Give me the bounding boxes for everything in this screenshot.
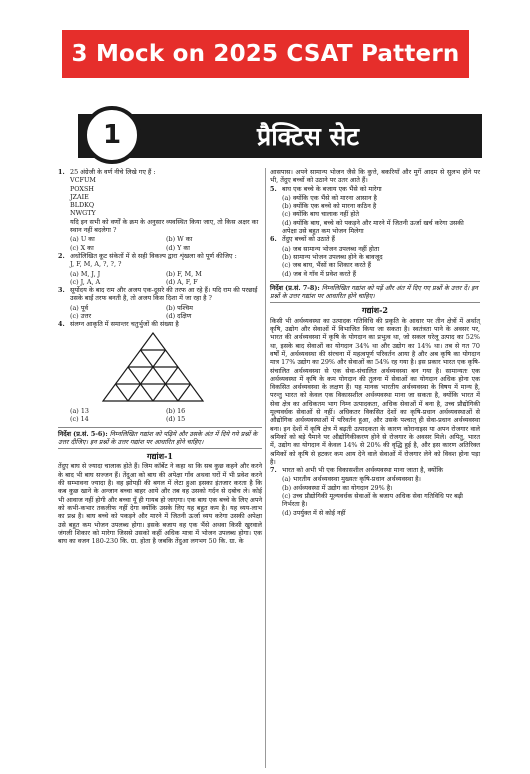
- option: (b) सामान्य भोजन उपलब्ध होने के बावजूद: [282, 252, 383, 261]
- option: (b) अर्थव्यवस्था में उद्योग का योगदान 29% है।: [282, 483, 393, 492]
- option: (c) J, A, A: [70, 277, 101, 286]
- direction-text: निम्नलिखित गद्यांश को पढ़ें और अंत में दिए गए प्रश्नों के उत्तर दें। इन प्रश्नों के उत्तर गद्यांश पर आधारित होने चाहिए।: [270, 283, 478, 301]
- option: (a) M, J, J: [70, 269, 101, 278]
- question-text: तेंदुए बच्चों को उठाते हैं: [282, 235, 335, 244]
- question-number: 3.: [58, 286, 65, 295]
- options: [70, 270, 262, 287]
- series: J, F, M, A, ?, ?, ?: [70, 260, 122, 269]
- question-text: अधोलिखित कूट संकेतों में से सही विकल्प द्वारा शृंखला को पूर्ण कीजिए :: [70, 251, 237, 260]
- passage-2-title: गद्यांश-2: [362, 305, 388, 316]
- question-text: भारत को अभी भी एक विकासशील अर्थव्यवस्था माना जाता है, क्योंकि: [282, 466, 443, 475]
- option: (c) 14: [70, 415, 89, 424]
- passage-1-title: गद्यांश-1: [147, 451, 173, 462]
- option: (b) W का: [166, 235, 193, 244]
- question-1: [58, 168, 262, 234]
- banner: [0, 0, 530, 95]
- option: (a) जब सामान्य भोजन उपलब्ध नहीं होता: [282, 244, 380, 253]
- option: (d) 15: [166, 415, 186, 424]
- options: [70, 407, 262, 424]
- direction-text: निम्नलिखित गद्यांश को पढ़िये और उसके अंत में दिये गये प्रश्नों के उत्तर दीजिए। इन प्रश्नों के उत्तर गद्यांश पर आधारित होने चाहिए।: [58, 429, 258, 446]
- options: [282, 194, 480, 235]
- column-divider: [265, 168, 266, 768]
- option: (a) पूर्व: [70, 303, 89, 312]
- option: (c) X का: [70, 243, 94, 252]
- banner-title: 3 Mock on 2025 CSAT Pattern: [62, 30, 469, 78]
- options: [70, 235, 262, 252]
- option: (d) उपर्युक्त में से कोई नहीं: [282, 508, 346, 517]
- right-column: [270, 168, 480, 517]
- passage-2-text: किसी भी अर्थव्यवस्था का उत्पादक गतिविधि की प्रकृति के आधार पर तीन क्षेत्रों में अर्थात् कृषि, उद्योग और सेवाओं में विभाजित किया जा सकता है। स्वतंत्रता पाने के अवसर पर, भारत की अर्थव्यवस्था में कृषि के योगदान का प्रभुत्व था, जो सकल घरेलू उत्पाद का 52% था, इसके बाद सेवाओं का योगदान 34% था और उद्योग का 14% था। तब से गत 70 वर्षों में, अर्थव्यवस्था की संरचना में महत्वपूर्ण परिवर्तन आया है और अब कृषि का योगदान मात्र 17% उद्योग का 29% और सेवाओं का 54% रह गया है। इस प्रकार भारत एक कृषि-संचालित अर्थव्यवस्था से एक सेवा-संचालित अर्थव्यवस्था बन गया है। सामान्यतः एक अर्थव्यवस्था में कृषि के कम योगदान की तुलना में सेवाओं का योगदान अधिक होना एक विकसित अर्थव्यवस्था के लक्षण हैं। यह मानक भारतीय अर्थव्यवस्था के विषय में मान्य है, परन्तु भारत को केवल एक विकासशील अर्थव्यवस्था माना जा सकता है, क्योंकि भारत में सेवा क्षेत्र का अधिकतम भाग निम्न उत्पादकता, अधिक सेवाओं में बना है, उच्च प्रौद्योगिकी मूल्यवर्धक सेवाओं से नहीं। अधिकतर विकसित देशों का कृषि-प्रधान अर्थव्यवस्थाओं से औद्योगिक अर्थव्यवस्थाओं में परिवर्तन हुआ, और उसके पश्चात् ही सेवा-प्रधान अर्थव्यवस्था बना। इन देशों में कृषि क्षेत्र में बढ़ती उत्पादकता के कारण कोरानाइस या अपन रोजगार वाले श्रमिकों को बड़े पैमाने पर औद्योगिकीकरण होने से रोजगार के अवसर मिले। अपितु, भारत में, उद्योग का योगदान में केवल 14% से 20% की वृद्धि हुई है, और इस कारण अतिरिक्त श्रमिकों को कृषि से हटकर कम आय देने वाले सेवाओं में रोजगार लेने को विवश होना पड़ा है।: [270, 316, 480, 466]
- question-4: [58, 320, 262, 328]
- word-item: BLDKQ: [70, 201, 95, 210]
- word-item: POXSH: [70, 184, 94, 193]
- option: (d) दक्षिण: [166, 312, 192, 321]
- triangle-figure-svg: [98, 331, 208, 403]
- word-item: VCFUM: [70, 176, 96, 185]
- question-text: 25 अंग्रेजी के वर्ण नीचे लिखे गए हैं :: [70, 168, 156, 176]
- set-title: प्रैक्टिस सेट: [256, 122, 360, 151]
- set-number-badge: 1: [83, 106, 141, 164]
- option: (a) U का: [70, 235, 95, 244]
- question-number: 6.: [270, 235, 277, 244]
- option: (a) 13: [70, 406, 89, 415]
- triangle-figure: [98, 331, 262, 405]
- word-item: NWGTY: [70, 209, 96, 218]
- question-2: [58, 252, 262, 269]
- option: (b) F, M, M: [166, 269, 202, 278]
- question-6: [270, 235, 480, 243]
- question-7: [270, 466, 480, 474]
- question-text-continued: यदि इन सभी को वर्णों के क्रम के अनुसार व्यवस्थित किया जाए, तो किस अक्षर का स्थान नहीं बदलेगा ?: [70, 217, 259, 235]
- direction-label: निर्देश (प्र.सं. 7-8):: [270, 283, 320, 292]
- question-text: बाघ एक बच्चे के बजाय एक भैंसे को मारेगा: [282, 184, 382, 193]
- question-number: 1.: [58, 168, 65, 176]
- direction-5-6: [58, 427, 262, 450]
- question-text: संलग्न आकृति में समान्तर चतुर्भुजों की संख्या है: [70, 320, 179, 329]
- options: [70, 304, 262, 321]
- option: (b) पश्चिम: [166, 303, 193, 312]
- option: (c) क्योंकि बाघ चालाक नहीं होते: [282, 210, 360, 219]
- option: (d) A, F, F: [166, 277, 198, 286]
- question-5: [270, 185, 480, 193]
- option: (d) क्योंकि बाघ, बच्चे को पकड़ने और मारने में जितनी ऊर्जा खर्च करेगा उसकी अपेक्षा उसे बहुत कम भोजन मिलेगा: [282, 218, 464, 236]
- option: (d) जब वे गाँव में प्रवेश करते हैं: [282, 269, 356, 278]
- question-number: 7.: [270, 466, 277, 475]
- options: [282, 245, 480, 278]
- direction-7-8: [270, 281, 480, 304]
- question-number: 5.: [270, 184, 277, 193]
- option: (c) उच्च प्रौद्योगिकी मूल्यवर्धक सेवाओं के बजाय अधिक सेवा गतिविधि पर बढ़ी निर्भरता है।: [282, 491, 463, 509]
- option: (a) क्योंकि एक भैंसे को मारना आसान है: [282, 193, 377, 202]
- word-item: JZAIE: [70, 192, 89, 201]
- passage-1-text: तेंदुए बाघ से ज्यादा चालाक होते हैं। जिम कॉर्बेट ने कहा था कि सब कुछ कहने और करने के बाद भी बाघ सज्जन हैं। तेंदुआ को बाघ की अपेक्षा गाँव अथवा घरों में भी प्रवेश करने की सम्भावना ज्यादा है। वह झोपड़ी की बगल में लेटा हुआ इसका इंतजार करता है कि कब कुछ खाने के अन्जान बच्चा बाहर आये और तब वह उसको गर्दन से दबोच ले। कोई भी आवाज नहीं होगी और बच्चा यूँ ही गायब हो जाएगा। एक बाघ एक बच्चे के लिए अपने को कभी-कभार तकलीफ नहीं देगा क्योंकि उसके लिए यह बहुत कम है। यह व्यय-लाभ का प्रश्न है। बाघ बच्चे को पकड़ने और मारने में जितनी ऊर्जा व्यय करेगा उसकी अपेक्षा उसे बहुत कम भोजन उपलब्ध होगा। इसके बजाय वह एक भैंसे अथवा किसी खुरवाले जंगली शिकार को मारेगा जिससे उसको कहीं अधिक मात्रा में भोजन उपलब्ध होगा। एक बाघ का वजन 180-230 कि. ग्रा. होता है जबकि तेंदुआ लगभग 50 कि. ग्रा. के: [58, 462, 262, 546]
- page: [53, 96, 483, 774]
- option: (b) 16: [166, 406, 186, 415]
- question-3: [58, 286, 262, 303]
- option: (c) जब बाघ, भैंसों का शिकार करते हैं: [282, 261, 372, 270]
- left-column: [58, 168, 262, 545]
- option: (c) उत्तर: [70, 312, 92, 321]
- passage-1-continued: आसपास। अपने सामान्य भोजन जैसे कि कुत्ते, बकरियाँ और मुर्गे आदम से सुलभ होने पर भी, तेंदुए बच्चों को उठाने पर उतर आते हैं।: [270, 168, 480, 185]
- question-number: 4.: [58, 320, 65, 329]
- direction-label: निर्देश (प्र.सं. 5-6):: [58, 429, 108, 438]
- question-text: सूर्योदय के बाद राम और अजय एक-दूसरे की तरफ आ रहे हैं। यदि राम की परछाईं उसके बाईं तरफ बनती है, तो अजय किस दिशा में जा रहा है ?: [70, 286, 258, 303]
- option: (d) Y का: [166, 243, 190, 252]
- option: (a) भारतीय अर्थव्यवस्था मुख्यतः कृषि-प्रधान अर्थव्यवस्था है।: [282, 475, 421, 484]
- options: [282, 475, 480, 516]
- question-number: 2.: [58, 251, 65, 260]
- option: (b) क्योंकि एक बच्चे को मारना कठिन है: [282, 202, 377, 211]
